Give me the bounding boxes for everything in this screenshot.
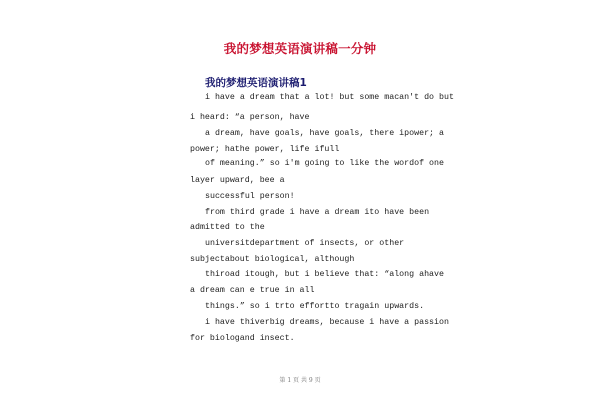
- text-line: successful person!: [205, 192, 295, 201]
- text-line: subjectabout biological, although: [190, 255, 355, 264]
- text-line: i have thiverbig dreams, because i have a passion: [205, 318, 449, 327]
- text-line: for biologand insect.: [190, 334, 295, 343]
- text-line: universitdepartment of insects, or other: [205, 239, 405, 248]
- text-line: a dream can e true in all: [190, 286, 315, 295]
- text-line: things.” so i trto effortto tragain upwards.: [205, 302, 425, 311]
- text-line: from third grade i have a dream ito have been: [205, 208, 430, 217]
- document-title: 我的梦想英语演讲稿一分钟: [223, 41, 377, 56]
- text-line: admitted to the: [190, 223, 265, 232]
- text-line: a dream, have goals, have goals, there ipower; a: [205, 129, 444, 138]
- text-line: layer upward, bee a: [190, 176, 285, 185]
- text-line: thiroad itough, but i believe that: “along ahave: [205, 270, 444, 279]
- page-footer: 第 1 页 共 9 页: [279, 377, 321, 384]
- text-line: power; hathe power, life ifull: [190, 145, 340, 154]
- text-line: of meaning.” so i'm going to like the wordof one: [205, 159, 444, 168]
- text-line: i heard: “a person, have: [190, 113, 310, 122]
- section-heading: 我的梦想英语演讲稿1: [205, 77, 307, 89]
- text-line: i have a dream that a lot! but some macan't do but: [205, 93, 454, 102]
